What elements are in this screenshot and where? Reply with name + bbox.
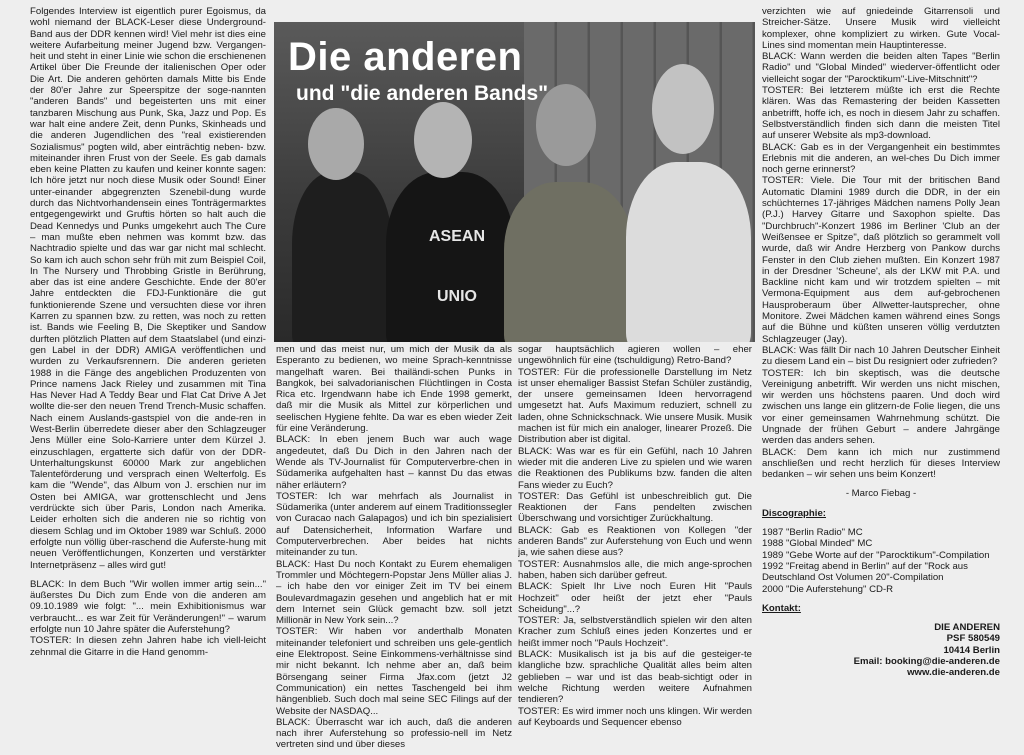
interview-paragraph: TOSTER: In diesen zehn Jahren habe ich viell-leicht zehnmal die Gitarre in die Hand genomm-	[30, 635, 266, 658]
shirt-text-2: UNIO	[437, 288, 477, 305]
article-column-1	[30, 6, 266, 751]
interview-paragraph: BLACK: Hast Du noch Kontakt zu Eurem ehemaligen Trommler und Möchtegern-Popstar Jens Müller alias J. – ich habe den vor einiger Zeit im TV bei einem Boulevardmagazin gesehen und angeblich hat er mit dem Internet sein Glück gemacht bzw. soll jetzt Millionär in New York sein...?	[276, 558, 512, 627]
interview-paragraph: TOSTER: Für die professionelle Darstellung im Netz ist unser ehemaliger Bassist Stefan Schüler zuständig, der unsere gemeinsamen Ideen hervorragend umgesetzt hat. Aufs Maximum reduziert, schnell zu laden, ohne Schnickschnack. Wie unsere Musik. Musik machen ist für mich ein analoger, linearer Prozeß. Die Distribution aber ist digital.	[518, 366, 752, 446]
contact-email[interactable]: Email: booking@die-anderen.de	[853, 656, 1000, 668]
interview-paragraph: BLACK: Musikalisch ist ja bis auf die gesteiger-te klangliche bzw. sprachliche Qualität alles beim alten geblieben – war und ist das beab-sichtigt oder in welche Richtung werden weitere Aufnahmen tendieren?	[518, 649, 752, 706]
interview-paragraph: BLACK: Wann werden die beiden alten Tapes "Berlin Radio" und "Global Minded" wiederver-öffentlicht oder vielleicht sogar der "Parocktikum"-Live-Mitschnitt"?	[762, 51, 1000, 85]
interview-paragraph: men und das meist nur, um mich der Musik da als Esperanto zu bedienen, wo meine Sprach-kenntnisse mangelhaft waren. Bei thailändi-schen Punks in Bangkok, bei salvadorianischen Flüchtlingen in Costa Rica etc. Irgendwann habe ich Ende 1998 gemerkt, daß mir die Musik als Mittel zur körperlichen und seelischen Hygiene fehlte. Da war es eben wieder Zeit für eine Veränderung.	[276, 344, 512, 435]
discography-item: 1989 "Gebe Worte auf der "Parocktikum"-Compilation	[762, 549, 990, 561]
photo-subtitle: und "die anderen Bands"	[296, 82, 549, 105]
interview-paragraph: BLACK: Überrascht war ich auch, daß die anderen nach ihrer Auferstehung so professio-nell im Netz vertreten sind und über dieses	[276, 716, 512, 751]
interview-paragraph: BLACK: In dem Buch "Wir wollen immer artig sein..." äußerstes Du Dich zum Ende von die anderen am 09.10.1989 wie folgt: "... mein Exhibitionismus war verbraucht... es war Zeit für Veränderungen!" – warum erfolgte nun 10 Jahre später die Auferstehung?	[30, 578, 266, 636]
interview-paragraph: BLACK: In eben jenem Buch war auch wage angedeutet, daß Du Dich in den Jahren nach der Wende als TV-Journalist für Computerverbre-chen in Südamerika aufgehalten hast – kannst Du das etwas näher erläutern?	[276, 434, 512, 491]
interview-paragraph: BLACK: Spielt Ihr Live noch Euren Hit "Pauls Hochzeit" oder heißt der jetzt eher "Pauls Scheidung"...?	[518, 581, 752, 615]
interview-paragraph: TOSTER: Ja, selbstverständlich spielen wir den alten Kracher zum Schluß eines jeden Konzertes und er heißt immer noch "Pauls Hochzeit".	[518, 615, 752, 649]
interview-paragraph: TOSTER: Ich war mehrfach als Journalist in Südamerika (unter anderem auf einem Traditionssegler von Curacao nach Galapagos) und ich bin spezialisiert auf Datensicherheit, Information Warfare und Computerverbrechen. Aber beides hat nichts miteinander zu tun.	[276, 490, 512, 559]
band-member-1	[292, 172, 392, 342]
band-photo	[274, 22, 755, 342]
interview-paragraph: BLACK: Dem kann ich mich nur zustimmend anschließen und recht herzlich für dieses Interview bedanken – wir sehen uns beim Konzert!	[762, 446, 1000, 481]
interview-paragraph: TOSTER: Das Gefühl ist unbeschreiblich gut. Die Reaktionen der Fans pendelten zwischen Überschwang und vorsichtiger Zurückhaltung.	[518, 490, 752, 525]
discography-heading: Discographie:	[762, 507, 826, 519]
intro-paragraph: Folgendes Interview ist eigentlich purer Egoismus, da wohl niemand der BLACK-Leser diese Underground-Band aus der DDR kennen wird! Viel mehr ist dies eine weitere Aufarbeitung meiner Jugend bzw. Vergangen-heit und steht in einer Linie wie schon die erschienenen Artikel über Die Freunde der italienischen Oper oder Die Art. Die anderen gehörten damals Mitte bis Ende der 80'er Jahre zur Speerspitze der soge-nannten "anderen Bands" und begeisterten uns mit einer tanzbaren Mischung aus Punk, Ska, Jazz und Pop. Es war halt eine andere Zeit, denn Punks, Skinheads und die anderen Jugendlichen des "real existierenden Sozialismus" pogten wild, aber einträchtig neben- bzw. miteinander ihren Frust von der Seele. Es gab damals eben keine Platten zu kaufen und keiner konnte sagen: Ich höre jetzt nur noch diese Musik oder Sound! Einer unter-einander abgegrenzten Szenebil-dung wurde durch das Nichtvorhandensein eines Tonträgermarktes entgegengewirkt und Gruftis hörten so halt auch die Dead Kennedys und Punks umgekehrt auch The Cure – man mußte eben nehmen was kommt bzw. das Nachtradio spielte und das war gar nicht mal schlecht. So kam ich auch schon sehr früh mit zum Beispiel Coil, In The Nursery und Throbbing Gristle in Berührung, aber das ist eine andere Geschichte. Ende der 80'er Jahre entdeckten die FDJ-Funktionäre die gut funktionierende Szene und versuchten diese vor ihren Karren zu spannen bzw. zu retten, was noch zu retten ist. Bands wie Feeling B, Die Skeptiker und Sandow durften plötzlich Platten auf dem Staatslabel (und einzi-gen Label in der DDR) AMIGA veröffentlichen und wurden zu Verkaufsrennern. Die anderen gerieten 1988 in die Fänge des angeblichen Produzenten von Prince namens Jack Rieley und zusammen mit Tina Has Never Had A Teddy Bear und Flat Cat Drive A Jet wollte die-ser den neuen Trend Trench-Music schaffen. Nach einem Auslands-gastspiel von die ande-ren in West-Berlin überredete dieser aber den Schlagzeuger Jens Müller eine Solo-Karriere unter dem Kürzel J. einzuschlagen, ergatterte sich dafür von der DDR-Unterhaltungskunst 60000 Mark zur angeblichen Talenteförderung und versprach einen Welterfolg. Es kam die "Wende", das Album von J. erschien nur im Osten bei AMIGA, war grottenschlecht und Jens verdrückte sich über Paris, London nach Amerika. Leider erholten sich die anderen nie so richtig von diesem Schlag und im Oktober 1989 war Schluß. 2000 erfolgte nun völlig über-raschend die Auferste-hung mit neuen Veröffentlichungen, Konzerten und verstärkter Internetpräsenz – alles wird gut!	[30, 6, 266, 571]
band-member-3	[504, 182, 634, 342]
interview-paragraph: BLACK: Was war es für ein Gefühl, nach 10 Jahren wieder mit die anderen Live zu spielen und wie waren die Reaktionen des Publikums bzw. fanden die alten Fans wieder zu Euch?	[518, 445, 752, 491]
band-member-4	[626, 162, 751, 342]
article-column-4	[762, 6, 1000, 751]
band-member-1-head	[308, 108, 364, 180]
interview-paragraph: TOSTER: Ausnahmslos alle, die mich ange-sprochen haben, haben sich darüber gefreut.	[518, 558, 752, 581]
contact-city: 10414 Berlin	[943, 644, 1000, 656]
discography-item: 2000 "Die Auferstehung" CD-R	[762, 583, 894, 595]
article-column-3	[518, 344, 752, 751]
discography-item: 1992 "Freitag abend in Berlin" auf der "Rock aus Deutschland Ost Volumen 20"-Compilation	[762, 560, 968, 584]
shirt-print	[412, 227, 502, 307]
interview-paragraph: TOSTER: Bei letzterem müßte ich erst die Rechte klären. Was das Remastering der beiden Kassetten anbetrifft, hoffe ich, es noch in diesem Jahr zu schaffen. Selbstverständlich finden sich dann die meisten Titel auf unserer Website als mp3-download.	[762, 85, 1000, 142]
article-column-2	[276, 344, 512, 751]
contact-name: DIE ANDEREN	[934, 622, 1000, 634]
contact-box: PSF 580549	[946, 633, 1000, 645]
discography-item: 1987 "Berlin Radio" MC	[762, 527, 863, 539]
interview-paragraph: TOSTER: Viele. Die Tour mit der britischen Band Automatic Dlamini 1989 durch die DDR, in der ein schüchternes 17-jähriges Mädchen namens Polly Jean (P.J.) Harvey Gitarre und Saxophon spielte. Das "Durchbruch"-Konzert 1986 im Berliner 'Club an der Weißensee er Spitze", daß plötzlich so gerammelt voll wurde, daß wir Andre Herzberg von Pankow durchs Fenster in den Club ziehen mußten. Ein Konzert 1987 in der Dresdner 'Scheune', als der LKW mit P.A. und Backline nicht kam und wir trotzdem spielten – mit Vermona-Equipment aus dem auf-gebrochenen Hausproberaum über Allwetter-lautsprecher, ohne Monitore. Zwei Mädchen kamen während eines Songs auf die Bühne und küßten unseren völlig verdutzten Schlagzeuger (Jay).	[762, 175, 1000, 345]
interview-paragraph: TOSTER: Es wird immer noch uns klingen. Wir werden auf Keyboards und Sequencer ebenso	[518, 705, 752, 728]
interview-paragraph: sogar hauptsächlich agieren wollen – eher ungewöhnlich für eine (tschuldigung) Retro-Band?	[518, 344, 752, 367]
interview-paragraph: BLACK: Gab es in der Vergangenheit ein bestimmtes Erlebnis mit die anderen, an wel-ches Du Dich immer noch gerne erinnerst?	[762, 141, 1000, 176]
band-member-4-head	[652, 64, 714, 154]
interview-paragraph: TOSTER: Wir haben vor anderthalb Monaten miteinander telefoniert und schreiben uns gele-gentlich eine Elektropost. Seine Einkommens-verhältnisse sind mir nicht bekannt. Ich nehme aber an, daß beim Börsengang seiner Firma Jfax.com (jetzt J2 Communication) ein nettes Taschengeld bei ihm hängenblieb. Such doch mal seine SEC Filings auf der Website der NASDAQ...	[276, 626, 512, 717]
interview-paragraph: verzichten wie auf gniedeinde Gitarrensoli und Streicher-Sätze. Unsere Musik wird vielleicht komplexer, ohne kompliziert zu wirken. Gute Vocal-Lines sind momentan mein Hauptinteresse.	[762, 6, 1000, 51]
discography-item: 1988 "Global Minded" MC	[762, 538, 873, 550]
author-signature: - Marco Fiebag -	[845, 488, 917, 500]
interview-paragraph: BLACK: Gab es Reaktionen von Kollegen "der anderen Bands" zur Auferstehung von Euch und wenn ja, wie sahen diese aus?	[518, 524, 752, 559]
interview-paragraph: BLACK: Was fällt Dir nach 10 Jahren Deutscher Einheit zu diesem Land ein – bist Du resigniert oder zufrieden?	[762, 344, 1000, 368]
shirt-text-1: ASEAN	[428, 228, 485, 245]
photo-title: Die anderen	[288, 35, 523, 79]
contact-heading: Kontakt:	[762, 602, 801, 614]
interview-paragraph: TOSTER: Ich bin skeptisch, was die deutsche Vereinigung anbetrifft. Wir werden uns nicht mischen, wir werden uns höchstens paaren. Und doch wird zwischen uns lange ein glitzern-de Folie liegen, die uns vor einer gemeinsamen Wahrnehmung schützt. Die Ungnade der frühen Geburt – andere Jahrgänge werden das anders sehen.	[762, 367, 1000, 447]
contact-website[interactable]: www.die-anderen.de	[907, 667, 1000, 679]
band-member-2-head	[414, 102, 472, 178]
contact-block	[762, 622, 1000, 678]
